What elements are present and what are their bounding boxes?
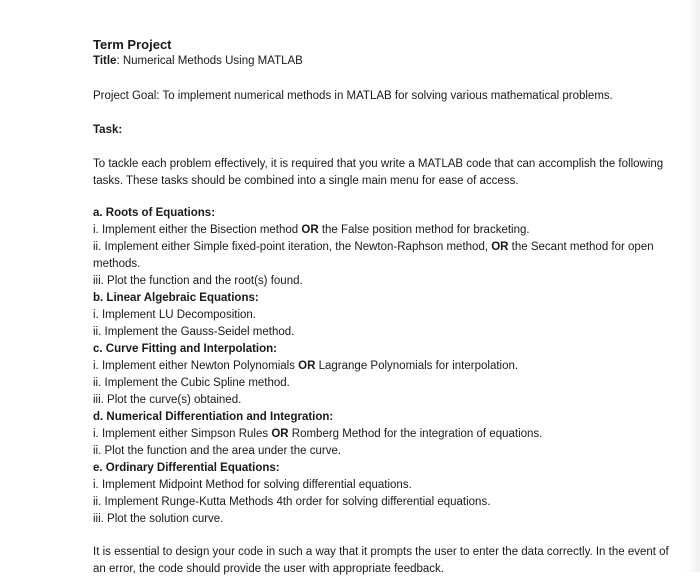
task-sections	[93, 205, 683, 528]
section-heading-ode: e. Ordinary Differential Equations:	[93, 462, 280, 474]
list-item: i. Implement either Simpson Rules OR Romberg Method for the integration of equations.	[93, 428, 543, 440]
list-item: i. Implement LU Decomposition.	[93, 309, 256, 321]
section-heading-roots: a. Roots of Equations:	[93, 207, 216, 219]
list-item: ii. Plot the function and the area under the curve.	[93, 445, 342, 457]
section-heading-linear-algebra: b. Linear Algebraic Equations:	[93, 292, 259, 304]
subtitle-label: Title	[93, 55, 117, 67]
section-heading-differentiation: d. Numerical Differentiation and Integration:	[93, 411, 334, 423]
task-intro-paragraph: To tackle each problem effectively, it is required that you write a MATLAB code that can accomplish the following tasks. These tasks should be combined into a single main menu for ease of access.	[93, 158, 664, 187]
project-goal: Project Goal: To implement numerical methods in MATLAB for solving various mathematical problems.	[93, 90, 613, 102]
subtitle-text: Numerical Methods Using MATLAB	[122, 55, 303, 67]
document-subtitle: Title: Numerical Methods Using MATLAB	[93, 55, 303, 67]
list-item: iii. Plot the function and the root(s) found.	[93, 275, 303, 287]
page-edge-shadow	[686, 0, 700, 572]
document-title: Term Project	[93, 37, 172, 52]
list-item: i. Implement either the Bisection method OR the False position method for bracketing.	[93, 224, 530, 236]
list-item: iii. Plot the solution curve.	[93, 513, 224, 525]
closing-paragraph: It is essential to design your code in such a way that it prompts the user to enter the data correctly. In the event of an error, the code should provide the user with appropriate feedback.	[93, 546, 669, 575]
task-heading: Task:	[93, 124, 123, 136]
list-item: ii. Implement Runge-Kutta Methods 4th order for solving differential equations.	[93, 496, 491, 508]
document-body	[93, 36, 683, 578]
list-item: i. Implement either Newton Polynomials OR Lagrange Polynomials for interpolation.	[93, 360, 519, 372]
list-item: ii. Implement the Gauss-Seidel method.	[93, 326, 295, 338]
list-item: iii. Plot the curve(s) obtained.	[93, 394, 242, 406]
list-item: ii. Implement the Cubic Spline method.	[93, 377, 290, 389]
section-heading-curve-fitting: c. Curve Fitting and Interpolation:	[93, 343, 277, 355]
list-item: i. Implement Midpoint Method for solving differential equations.	[93, 479, 412, 491]
list-item: ii. Implement either Simple fixed-point iteration, the Newton-Raphson method, OR the Secant method for open methods.	[93, 241, 654, 270]
